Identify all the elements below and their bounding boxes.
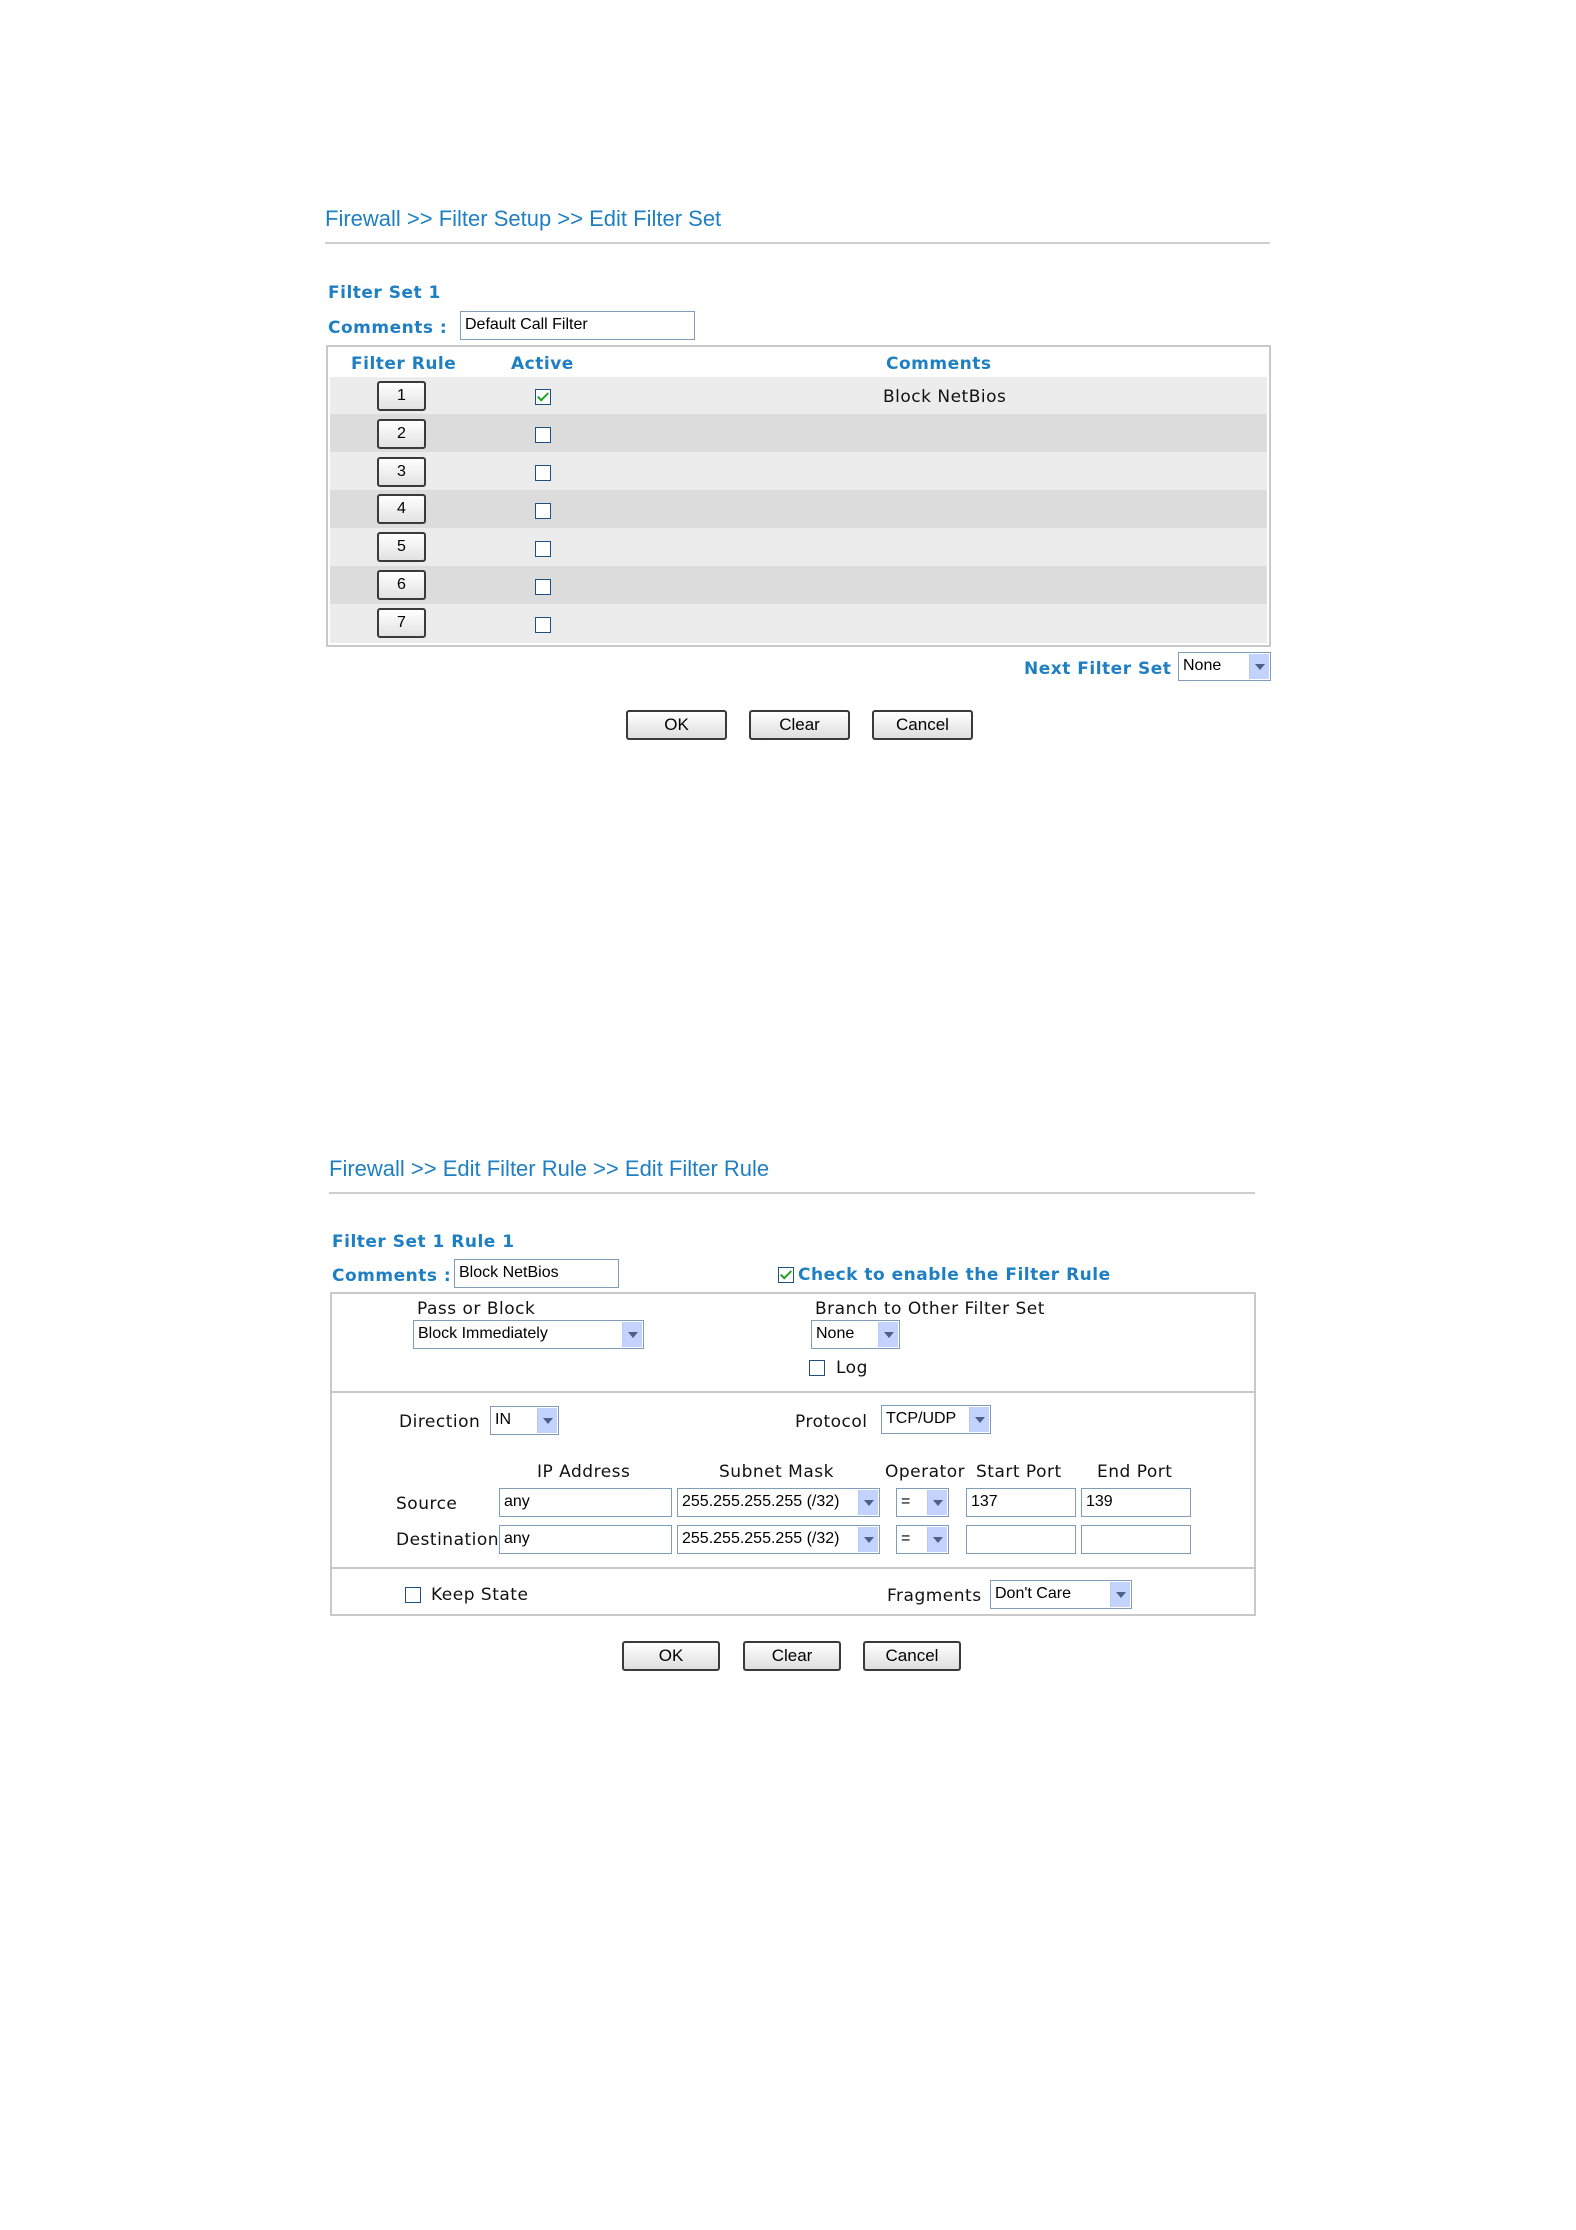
- enable-rule-label: Check to enable the Filter Rule: [798, 1265, 1111, 1285]
- rule-4-button[interactable]: 4: [377, 494, 426, 524]
- col-start-port: Start Port: [976, 1462, 1062, 1482]
- chevron-down-icon: [622, 1322, 642, 1347]
- chevron-down-icon: [537, 1408, 557, 1433]
- comments-input[interactable]: Default Call Filter: [460, 311, 695, 340]
- chevron-down-icon: [927, 1527, 947, 1552]
- breadcrumb: Firewall >> Filter Setup >> Edit Filter Set: [325, 206, 722, 231]
- clear-button[interactable]: Clear: [749, 710, 850, 740]
- section-divider: [332, 1391, 1254, 1393]
- fragments-value: Don't Care: [995, 1585, 1071, 1602]
- title-divider: [325, 242, 1270, 244]
- protocol-value: TCP/UDP: [886, 1410, 957, 1427]
- protocol-select[interactable]: [881, 1405, 991, 1434]
- table-row: [330, 452, 1267, 490]
- header-comments: Comments: [886, 354, 992, 374]
- destination-label: Destination: [396, 1530, 500, 1550]
- filter-set-name: Filter Set 1: [328, 283, 441, 303]
- source-ip-input[interactable]: any: [499, 1488, 672, 1517]
- enable-rule-checkbox[interactable]: [778, 1267, 794, 1283]
- pass-block-label: Pass or Block: [417, 1299, 536, 1319]
- rule-1-button[interactable]: 1: [377, 381, 426, 411]
- table-row: [330, 414, 1267, 452]
- branch-select[interactable]: [811, 1320, 900, 1349]
- rule-cancel-button[interactable]: Cancel: [863, 1641, 961, 1671]
- destination-end-port-input[interactable]: [1081, 1525, 1191, 1554]
- table-row: [330, 377, 1267, 414]
- rule-comments-label: Comments :: [332, 1266, 452, 1286]
- filter-rule-name: Filter Set 1 Rule 1: [332, 1232, 515, 1252]
- rule-clear-button[interactable]: Clear: [743, 1641, 841, 1671]
- next-filter-set-value: None: [1183, 657, 1222, 674]
- section-divider: [332, 1567, 1254, 1569]
- log-checkbox[interactable]: [809, 1360, 825, 1376]
- destination-operator-value: =: [901, 1530, 911, 1547]
- table-row: [330, 490, 1267, 528]
- next-filter-set-select[interactable]: [1178, 652, 1271, 681]
- keep-state-checkbox[interactable]: [405, 1587, 421, 1603]
- pass-block-value: Block Immediately: [418, 1325, 548, 1342]
- chevron-down-icon: [927, 1490, 947, 1515]
- rule-comments-input[interactable]: Block NetBios: [454, 1259, 619, 1288]
- rule-4-active-checkbox[interactable]: [535, 503, 551, 519]
- chevron-down-icon: [969, 1407, 989, 1432]
- source-start-port-input[interactable]: 137: [966, 1488, 1076, 1517]
- direction-label: Direction: [399, 1412, 481, 1432]
- rule-6-button[interactable]: 6: [377, 570, 426, 600]
- destination-mask-value: 255.255.255.255 (/32): [682, 1530, 840, 1547]
- col-subnet-mask: Subnet Mask: [719, 1462, 834, 1482]
- source-operator-value: =: [901, 1493, 911, 1510]
- col-end-port: End Port: [1097, 1462, 1173, 1482]
- destination-mask-select[interactable]: [677, 1525, 880, 1554]
- fragments-select[interactable]: [990, 1580, 1132, 1609]
- chevron-down-icon: [1110, 1582, 1130, 1607]
- ok-button[interactable]: OK: [626, 710, 727, 740]
- col-ip-address: IP Address: [537, 1462, 631, 1482]
- rule-5-active-checkbox[interactable]: [535, 541, 551, 557]
- table-row: [330, 566, 1267, 604]
- source-operator-select[interactable]: [896, 1488, 949, 1517]
- destination-start-port-input[interactable]: [966, 1525, 1076, 1554]
- title-divider: [329, 1192, 1255, 1194]
- chevron-down-icon: [858, 1527, 878, 1552]
- branch-value: None: [816, 1325, 855, 1342]
- chevron-down-icon: [1249, 654, 1269, 679]
- rule-1-comment: Block NetBios: [883, 387, 1007, 407]
- rule-5-button[interactable]: 5: [377, 532, 426, 562]
- direction-select[interactable]: [490, 1406, 559, 1435]
- source-label: Source: [396, 1494, 458, 1514]
- chevron-down-icon: [878, 1322, 898, 1347]
- source-mask-select[interactable]: [677, 1488, 880, 1517]
- source-end-port-input[interactable]: 139: [1081, 1488, 1191, 1517]
- branch-label: Branch to Other Filter Set: [815, 1299, 1045, 1319]
- rule-2-button[interactable]: 2: [377, 419, 426, 449]
- chevron-down-icon: [858, 1490, 878, 1515]
- rule-1-active-checkbox[interactable]: [535, 389, 551, 405]
- rule-6-active-checkbox[interactable]: [535, 579, 551, 595]
- header-active: Active: [511, 354, 574, 374]
- direction-value: IN: [495, 1411, 511, 1428]
- rule-3-button[interactable]: 3: [377, 457, 426, 487]
- cancel-button[interactable]: Cancel: [872, 710, 973, 740]
- table-row: [330, 528, 1267, 566]
- keep-state-label: Keep State: [431, 1585, 529, 1605]
- header-filter-rule: Filter Rule: [351, 354, 457, 374]
- rule-ok-button[interactable]: OK: [622, 1641, 720, 1671]
- fragments-label: Fragments: [887, 1586, 982, 1606]
- destination-ip-input[interactable]: any: [499, 1525, 672, 1554]
- breadcrumb: Firewall >> Edit Filter Rule >> Edit Filter Rule: [329, 1156, 770, 1181]
- source-mask-value: 255.255.255.255 (/32): [682, 1493, 840, 1510]
- pass-block-select[interactable]: [413, 1320, 644, 1349]
- protocol-label: Protocol: [795, 1412, 868, 1432]
- destination-operator-select[interactable]: [896, 1525, 949, 1554]
- rule-2-active-checkbox[interactable]: [535, 427, 551, 443]
- col-operator: Operator: [885, 1462, 966, 1482]
- table-row: [330, 604, 1267, 643]
- comments-label: Comments :: [328, 318, 448, 338]
- log-label: Log: [836, 1358, 868, 1378]
- rule-3-active-checkbox[interactable]: [535, 465, 551, 481]
- next-filter-set-label: Next Filter Set: [1024, 659, 1172, 679]
- rule-7-active-checkbox[interactable]: [535, 617, 551, 633]
- rule-7-button[interactable]: 7: [377, 608, 426, 638]
